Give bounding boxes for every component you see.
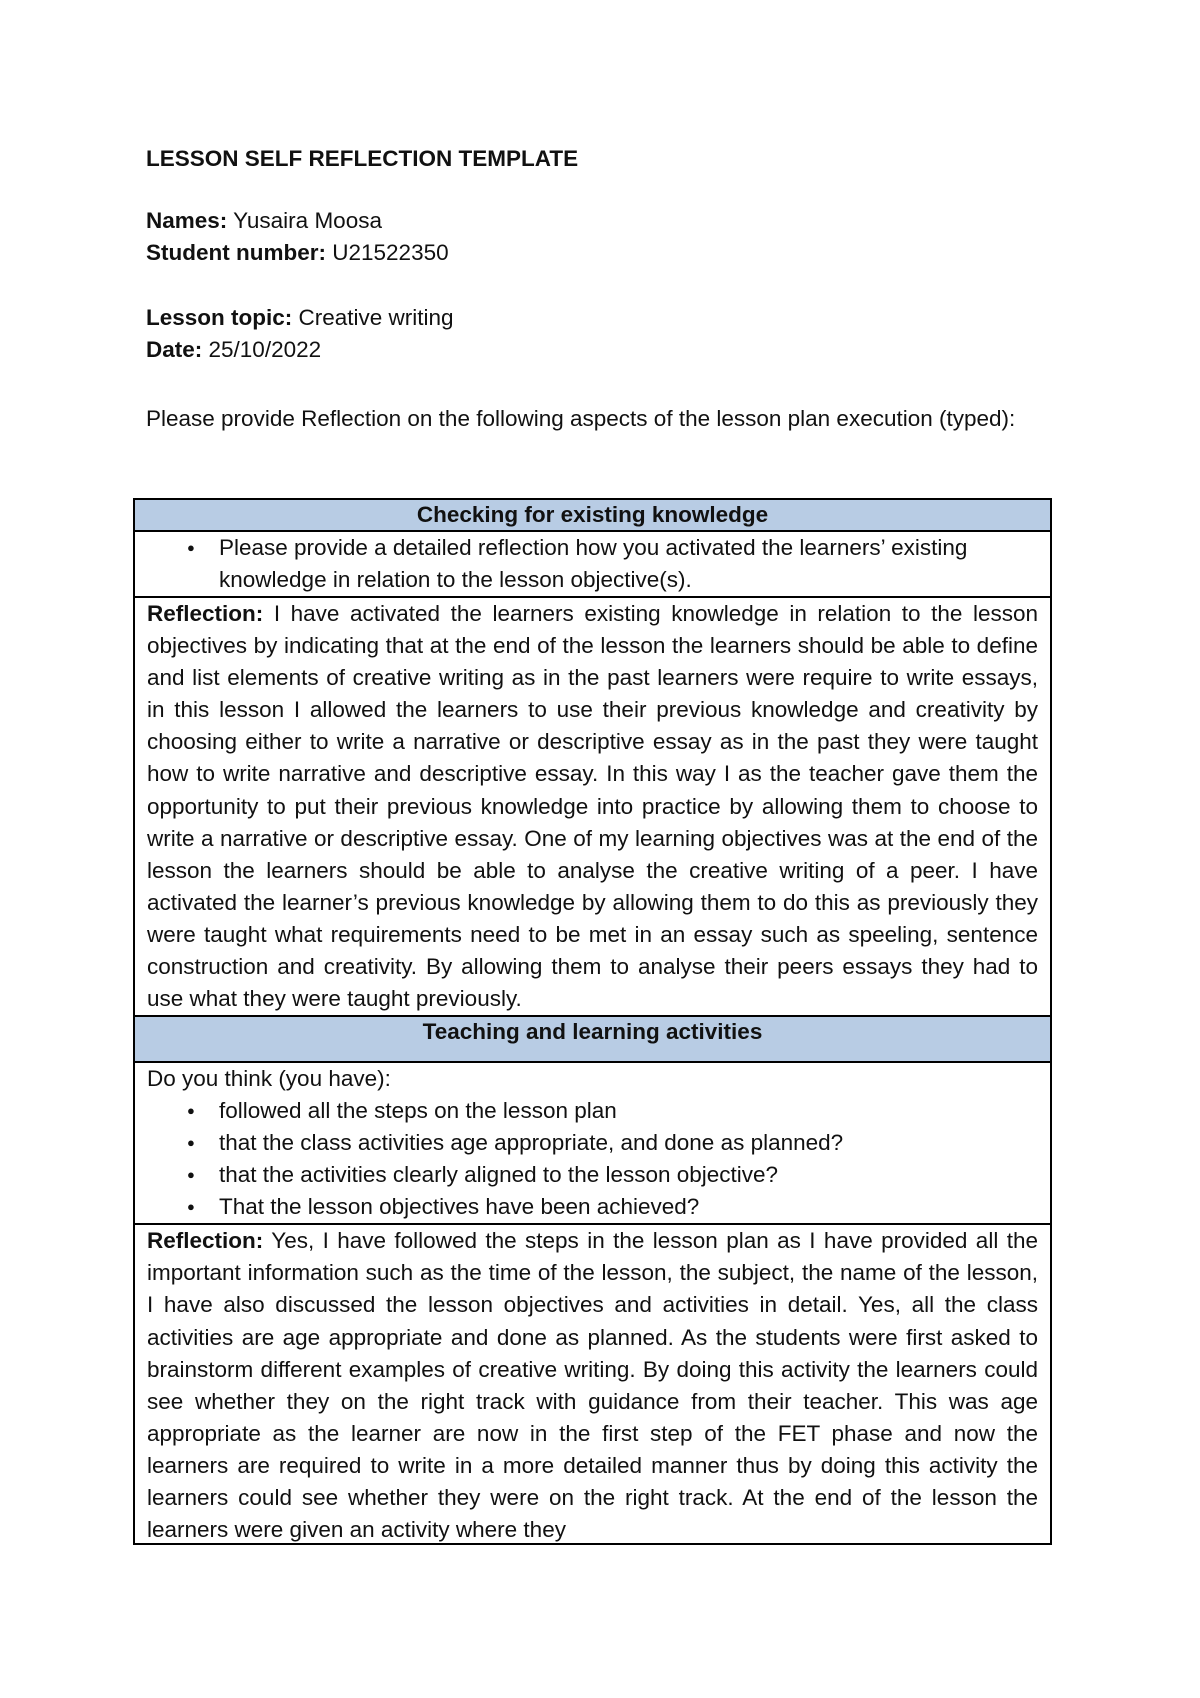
lesson-topic-value: Creative writing <box>292 305 454 330</box>
date-field <box>146 337 321 363</box>
existing-knowledge-prompt-cell <box>134 531 1051 597</box>
names-value: Yusaira Moosa <box>227 208 382 233</box>
teaching-activities-prompt-cell <box>134 1062 1051 1224</box>
student-number-field <box>146 240 449 266</box>
reflection-text: Yes, I have followed the steps in the lesson plan as I have provided all the important information such as the time of the lesson, the subject, the name of the lesson, I have also discussed the lesson objectives and activities in detail. Yes, all the class activities are age appropriate and done as planned. As the students were first asked to brainstorm different examples of creative writing. By doing this activity the learners could see whether they on the right track with guidance from their teacher. This was age appropriate as the learner are now in the first step of the FET phase and now the learners are required to write in a more detailed manner thus by doing this activity the learners could see whether they were on the right track. At the end of the lesson the learners were given an activity where they <box>147 1228 1038 1543</box>
teaching-activities-reflection-cell <box>134 1224 1051 1544</box>
list-item: ● that the activities clearly aligned to the lesson objective? <box>147 1159 1038 1191</box>
names-field <box>146 208 382 234</box>
list-item: ● that the class activities age appropriate, and done as planned? <box>147 1127 1038 1159</box>
instructions-text: Please provide Reflection on the following aspects of the lesson plan execution (typed): <box>146 406 1016 431</box>
date-label: Date: <box>146 337 203 362</box>
lesson-topic-label: Lesson topic: <box>146 305 293 330</box>
lesson-topic-field <box>146 305 454 331</box>
student-number-label: Student number: <box>146 240 326 265</box>
existing-knowledge-reflection-cell <box>134 597 1051 1016</box>
student-number-value: U21522350 <box>326 240 449 265</box>
reflection-clip <box>147 1225 1038 1543</box>
list-item: ● Please provide a detailed reflection how you activated the learners’ existing knowledge in relation to the lesson objective(s). <box>147 532 1038 596</box>
existing-knowledge-prompt-list <box>147 532 1038 596</box>
list-item: ● That the lesson objectives have been achieved? <box>147 1191 1038 1223</box>
date-value: 25/10/2022 <box>202 337 322 362</box>
section-header-teaching-activities: Teaching and learning activities <box>134 1016 1051 1062</box>
teaching-activities-intro: Do you think (you have): <box>147 1066 391 1092</box>
reflection-text: I have activated the learners existing knowledge in relation to the lesson objectives by indicating that at the end of the lesson the learners should be able to define and list elements of creative writing as in the past learners were require to write essays, in this lesson I allowed the learners to use their previous knowledge and creativity by choosing either to write a narrative or descriptive essay as in the past they were taught how to write narrative and descriptive essay. In this way I as the teacher gave them the opportunity to put their previous knowledge into practice by allowing them to choose to write a narrative or descriptive essay. One of my learning objectives was at the end of the lesson the learners should be able to analyse the creative writing of a peer. I have activated the learner’s previous knowledge by allowing them to do this as previously they were taught what requirements need to be met in an essay such as speeling, sentence construction and creativity. By allowing them to analyse their peers essays they had to use what they were taught previously. <box>147 601 1038 1012</box>
teaching-activities-question-list <box>147 1095 1038 1223</box>
section-header-existing-knowledge: Checking for existing knowledge <box>134 499 1051 531</box>
names-label: Names: <box>146 208 228 233</box>
reflection-label: Reflection: <box>147 601 264 626</box>
list-item: ● followed all the steps on the lesson plan <box>147 1095 1038 1127</box>
document-title: LESSON SELF REFLECTION TEMPLATE <box>146 146 579 171</box>
reflection-table <box>133 498 1052 1545</box>
reflection-label: Reflection: <box>147 1228 264 1254</box>
